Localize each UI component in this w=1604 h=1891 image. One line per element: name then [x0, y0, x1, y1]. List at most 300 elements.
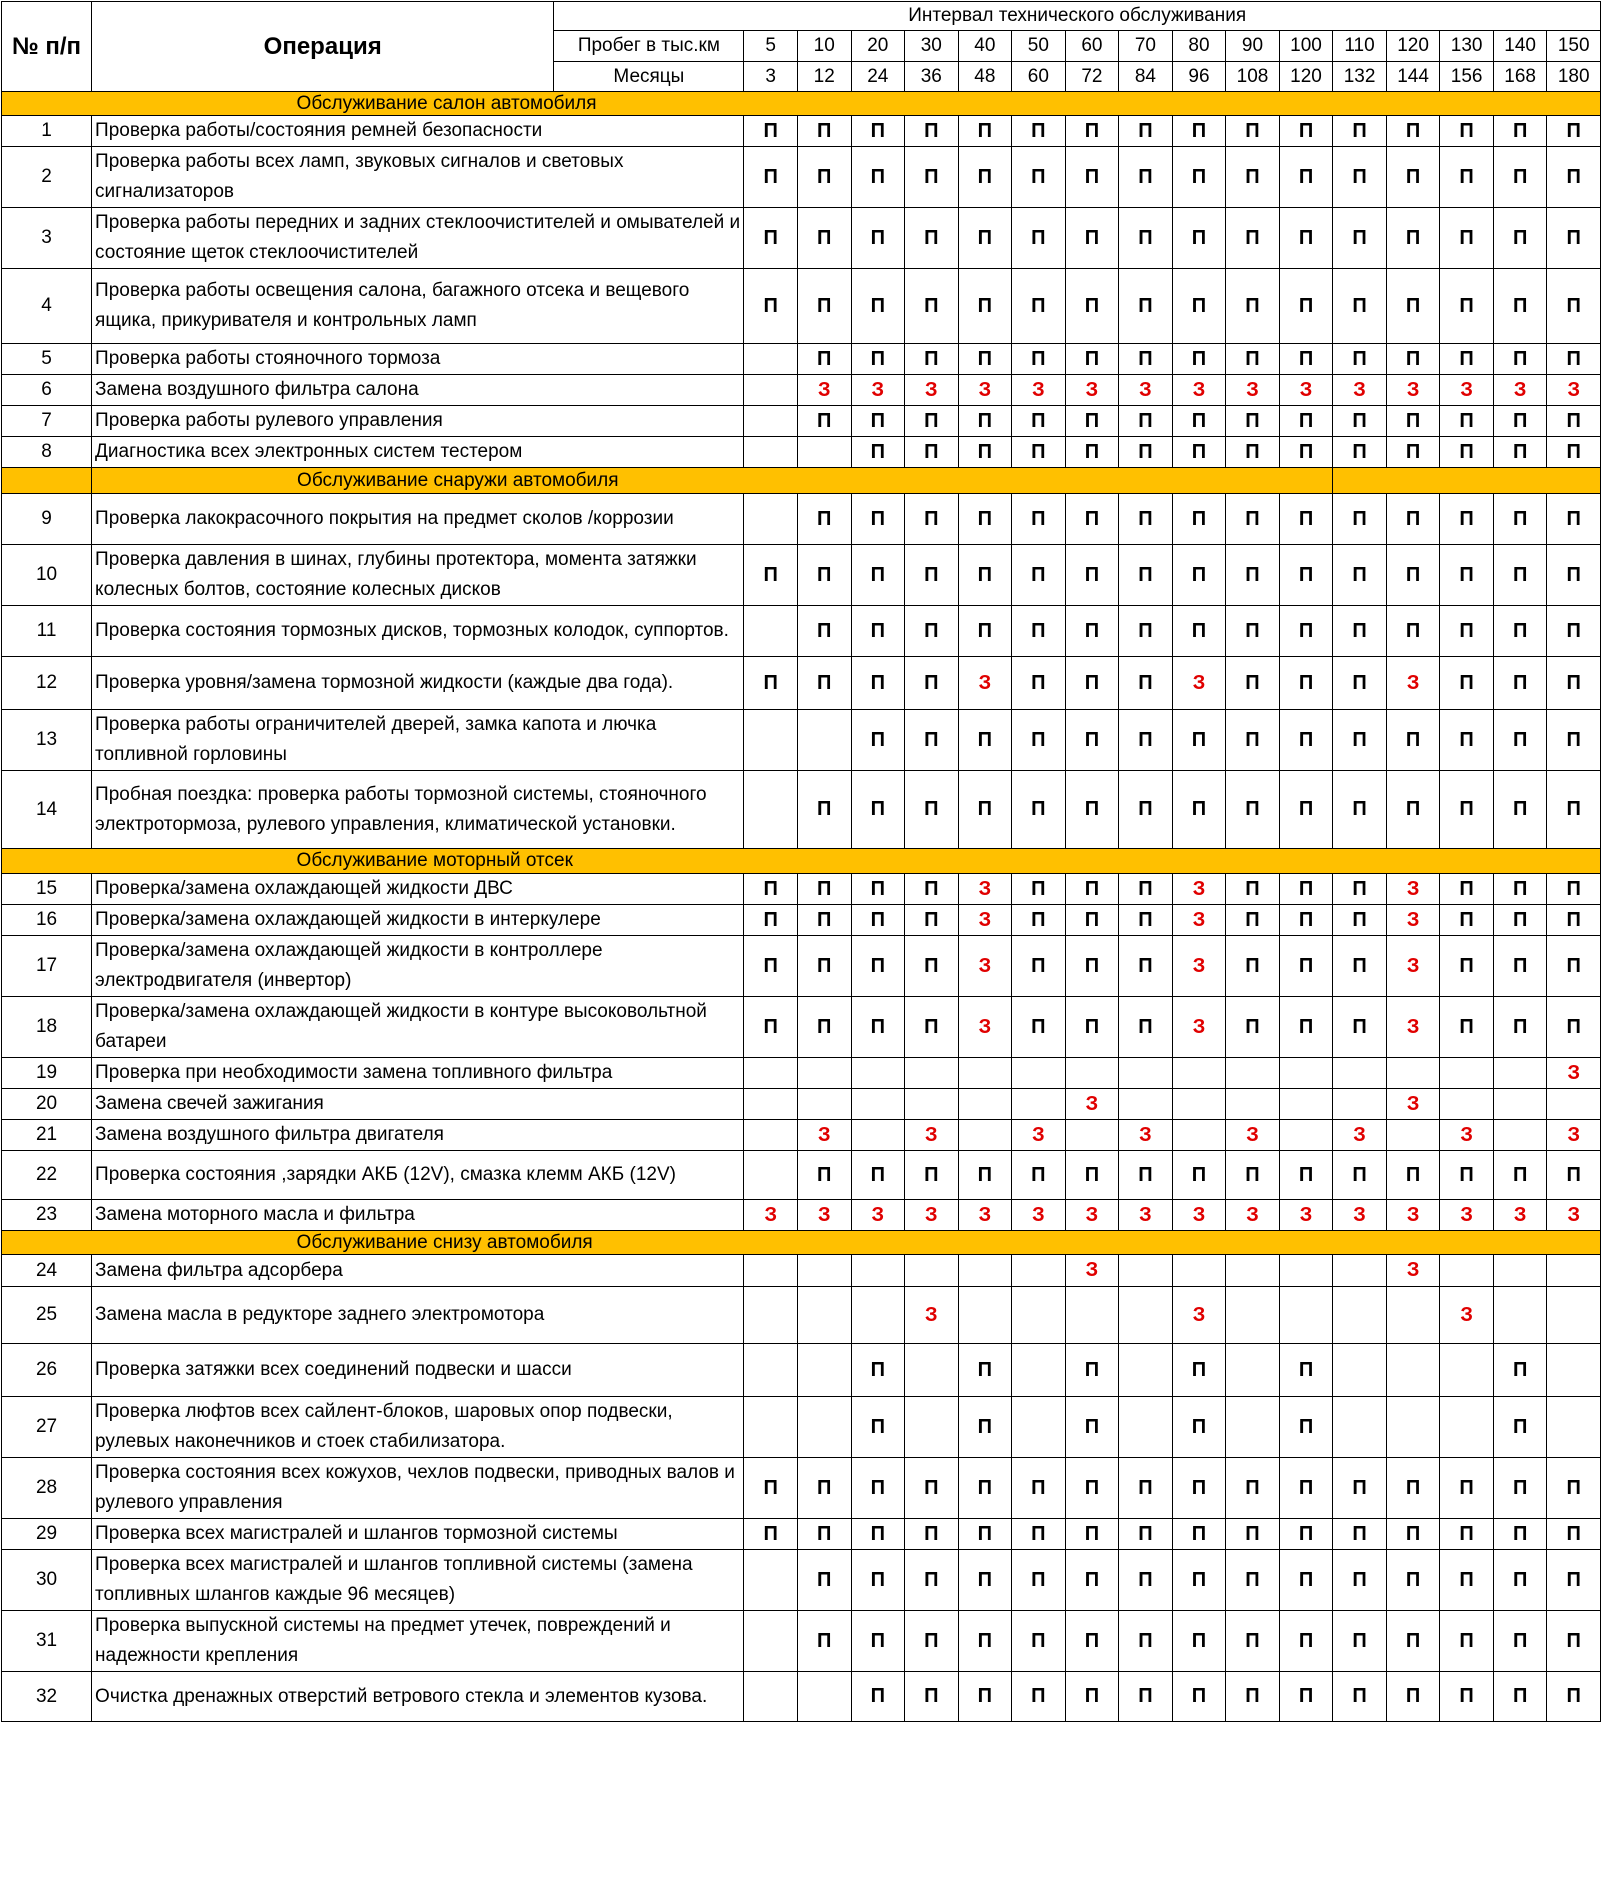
empty-cell: [1386, 1397, 1440, 1458]
check-mark: П: [1279, 657, 1333, 710]
check-mark: П: [1172, 344, 1226, 375]
check-mark: П: [1440, 116, 1494, 147]
empty-cell: [905, 1058, 959, 1089]
check-mark: П: [1493, 710, 1547, 771]
mileage-value: 120: [1386, 31, 1440, 62]
empty-cell: [1493, 1089, 1547, 1120]
operation-text: Проверка работы ограничителей дверей, замка капота и лючка топливной горловины: [92, 710, 744, 771]
row-number: 16: [2, 905, 92, 936]
months-value: 24: [851, 62, 905, 92]
check-mark: П: [1065, 710, 1119, 771]
check-mark: П: [851, 437, 905, 468]
row-number: 21: [2, 1120, 92, 1151]
check-mark: П: [1386, 406, 1440, 437]
check-mark: П: [1065, 874, 1119, 905]
empty-cell: [851, 1089, 905, 1120]
check-mark: П: [1119, 997, 1173, 1058]
replace-mark: З: [1386, 657, 1440, 710]
replace-mark: З: [1172, 997, 1226, 1058]
check-mark: П: [1172, 1611, 1226, 1672]
check-mark: П: [1172, 1151, 1226, 1200]
empty-cell: [1226, 1089, 1280, 1120]
empty-cell: [1493, 1255, 1547, 1287]
empty-cell: [797, 1255, 851, 1287]
months-value: 168: [1493, 62, 1547, 92]
check-mark: П: [797, 269, 851, 344]
check-mark: П: [797, 936, 851, 997]
empty-cell: [1333, 1255, 1387, 1287]
check-mark: П: [905, 905, 959, 936]
row-number: 18: [2, 997, 92, 1058]
check-mark: П: [958, 606, 1012, 657]
check-mark: П: [1386, 1550, 1440, 1611]
check-mark: П: [851, 1611, 905, 1672]
check-mark: П: [1172, 269, 1226, 344]
check-mark: П: [1333, 344, 1387, 375]
operation-text: Проверка выпускной системы на предмет утечек, повреждений и надежности крепления: [92, 1611, 744, 1672]
table-row: [2, 437, 1601, 468]
empty-cell: [1279, 1287, 1333, 1344]
table-row: [2, 1200, 1601, 1231]
check-mark: П: [1493, 1672, 1547, 1722]
months-value: 132: [1333, 62, 1387, 92]
section-spacer: [2, 92, 92, 116]
check-mark: П: [797, 606, 851, 657]
mileage-value: 30: [905, 31, 959, 62]
row-number: 9: [2, 494, 92, 545]
check-mark: П: [1279, 1344, 1333, 1397]
operation-text: Проверка состояния ,зарядки АКБ (12V), смазка клемм АКБ (12V): [92, 1151, 744, 1200]
row-number: 10: [2, 545, 92, 606]
header-num: № п/п: [2, 2, 92, 92]
check-mark: П: [1279, 494, 1333, 545]
table-row: [2, 1287, 1601, 1344]
table-row: [2, 1151, 1601, 1200]
empty-cell: [851, 1287, 905, 1344]
empty-cell: [744, 1058, 798, 1089]
row-number: 2: [2, 147, 92, 208]
replace-mark: З: [1386, 1200, 1440, 1231]
check-mark: П: [1493, 606, 1547, 657]
mileage-value: 60: [1065, 31, 1119, 62]
check-mark: П: [744, 1519, 798, 1550]
operation-text: Проверка уровня/замена тормозной жидкости (каждые два года).: [92, 657, 744, 710]
check-mark: П: [797, 657, 851, 710]
check-mark: П: [797, 116, 851, 147]
check-mark: П: [1386, 116, 1440, 147]
replace-mark: З: [1440, 1200, 1494, 1231]
empty-cell: [851, 1120, 905, 1151]
operation-text: Замена воздушного фильтра двигателя: [92, 1120, 744, 1151]
check-mark: П: [1065, 437, 1119, 468]
mileage-value: 70: [1119, 31, 1173, 62]
operation-text: Проверка при необходимости замена топливного фильтра: [92, 1058, 744, 1089]
check-mark: П: [1012, 1519, 1066, 1550]
check-mark: П: [905, 545, 959, 606]
replace-mark: З: [1493, 1200, 1547, 1231]
replace-mark: З: [1012, 1200, 1066, 1231]
operation-text: Проверка/замена охлаждающей жидкости в контуре высоковольтной батареи: [92, 997, 744, 1058]
months-value: 156: [1440, 62, 1494, 92]
check-mark: П: [1493, 344, 1547, 375]
check-mark: П: [1012, 545, 1066, 606]
check-mark: П: [1279, 936, 1333, 997]
empty-cell: [1333, 1089, 1387, 1120]
check-mark: П: [851, 208, 905, 269]
table-row: [2, 1550, 1601, 1611]
empty-cell: [1493, 1120, 1547, 1151]
check-mark: П: [1440, 606, 1494, 657]
check-mark: П: [1493, 494, 1547, 545]
row-number: 24: [2, 1255, 92, 1287]
check-mark: П: [1065, 545, 1119, 606]
mileage-value: 150: [1547, 31, 1601, 62]
header-months-label: Месяцы: [554, 62, 744, 92]
check-mark: П: [1333, 905, 1387, 936]
check-mark: П: [797, 1611, 851, 1672]
months-value: 108: [1226, 62, 1280, 92]
operation-text: Диагностика всех электронных систем тестером: [92, 437, 744, 468]
row-number: 31: [2, 1611, 92, 1672]
replace-mark: З: [1226, 375, 1280, 406]
check-mark: П: [1012, 1672, 1066, 1722]
check-mark: П: [1493, 269, 1547, 344]
check-mark: П: [1333, 147, 1387, 208]
replace-mark: З: [744, 1200, 798, 1231]
check-mark: П: [1386, 437, 1440, 468]
empty-cell: [797, 1287, 851, 1344]
replace-mark: З: [958, 1200, 1012, 1231]
mileage-value: 140: [1493, 31, 1547, 62]
check-mark: П: [1279, 1672, 1333, 1722]
check-mark: П: [1493, 1611, 1547, 1672]
empty-cell: [958, 1120, 1012, 1151]
check-mark: П: [851, 905, 905, 936]
operation-text: Проверка/замена охлаждающей жидкости в интеркулере: [92, 905, 744, 936]
check-mark: П: [1172, 494, 1226, 545]
check-mark: П: [1119, 936, 1173, 997]
check-mark: П: [905, 771, 959, 849]
check-mark: П: [1333, 1672, 1387, 1722]
check-mark: П: [1065, 208, 1119, 269]
check-mark: П: [1065, 494, 1119, 545]
row-number: 14: [2, 771, 92, 849]
check-mark: П: [1547, 1458, 1601, 1519]
check-mark: П: [851, 1672, 905, 1722]
table-row: [2, 710, 1601, 771]
check-mark: П: [1547, 771, 1601, 849]
check-mark: П: [1119, 874, 1173, 905]
operation-text: Проверка затяжки всех соединений подвески и шасси: [92, 1344, 744, 1397]
operation-text: Пробная поездка: проверка работы тормозной системы, стояночного электротормоза, рулевого управления, климатической установки.: [92, 771, 744, 849]
replace-mark: З: [1279, 1200, 1333, 1231]
replace-mark: З: [1012, 375, 1066, 406]
mileage-value: 5: [744, 31, 798, 62]
check-mark: П: [1119, 710, 1173, 771]
check-mark: П: [1226, 1611, 1280, 1672]
check-mark: П: [744, 905, 798, 936]
check-mark: П: [1493, 147, 1547, 208]
operation-text: Проверка работы стояночного тормоза: [92, 344, 744, 375]
empty-cell: [1440, 1344, 1494, 1397]
empty-cell: [1172, 1120, 1226, 1151]
check-mark: П: [1172, 1458, 1226, 1519]
operation-text: Замена фильтра адсорбера: [92, 1255, 744, 1287]
check-mark: П: [744, 657, 798, 710]
check-mark: П: [1119, 116, 1173, 147]
check-mark: П: [1226, 406, 1280, 437]
check-mark: П: [1065, 147, 1119, 208]
check-mark: П: [1547, 606, 1601, 657]
replace-mark: З: [1386, 936, 1440, 997]
check-mark: П: [744, 116, 798, 147]
check-mark: П: [851, 116, 905, 147]
empty-cell: [1547, 1255, 1601, 1287]
empty-cell: [1012, 1397, 1066, 1458]
operation-text: Очистка дренажных отверстий ветрового стекла и элементов кузова.: [92, 1672, 744, 1722]
table-row: [2, 1058, 1601, 1089]
replace-mark: З: [1065, 1255, 1119, 1287]
empty-cell: [1119, 1287, 1173, 1344]
check-mark: П: [797, 771, 851, 849]
table-row: [2, 1255, 1601, 1287]
empty-cell: [744, 494, 798, 545]
empty-cell: [1547, 1344, 1601, 1397]
check-mark: П: [1547, 494, 1601, 545]
empty-cell: [797, 437, 851, 468]
check-mark: П: [1119, 1550, 1173, 1611]
empty-cell: [1333, 1058, 1387, 1089]
check-mark: П: [1333, 406, 1387, 437]
row-number: 19: [2, 1058, 92, 1089]
operation-text: Проверка лакокрасочного покрытия на предмет сколов /коррозии: [92, 494, 744, 545]
check-mark: П: [1065, 1519, 1119, 1550]
months-value: 180: [1547, 62, 1601, 92]
check-mark: П: [1065, 344, 1119, 375]
table-row: [2, 1519, 1601, 1550]
check-mark: П: [958, 1519, 1012, 1550]
empty-cell: [797, 1672, 851, 1722]
check-mark: П: [1279, 116, 1333, 147]
table-row: [2, 657, 1601, 710]
check-mark: П: [1279, 771, 1333, 849]
row-number: 8: [2, 437, 92, 468]
check-mark: П: [1065, 997, 1119, 1058]
check-mark: П: [905, 406, 959, 437]
check-mark: П: [1065, 606, 1119, 657]
check-mark: П: [1279, 874, 1333, 905]
section-header: [2, 92, 1601, 116]
check-mark: П: [905, 710, 959, 771]
empty-cell: [744, 1089, 798, 1120]
check-mark: П: [905, 1550, 959, 1611]
section-spacer: [2, 849, 92, 874]
replace-mark: З: [1547, 375, 1601, 406]
check-mark: П: [1012, 771, 1066, 849]
empty-cell: [1440, 1255, 1494, 1287]
check-mark: П: [1226, 936, 1280, 997]
check-mark: П: [1279, 147, 1333, 208]
months-value: 48: [958, 62, 1012, 92]
row-number: 3: [2, 208, 92, 269]
check-mark: П: [1333, 1458, 1387, 1519]
replace-mark: З: [1172, 1287, 1226, 1344]
table-row: [2, 1397, 1601, 1458]
check-mark: П: [1493, 1458, 1547, 1519]
check-mark: П: [905, 437, 959, 468]
replace-mark: З: [1386, 1255, 1440, 1287]
empty-cell: [744, 1255, 798, 1287]
months-value: 12: [797, 62, 851, 92]
operation-text: Замена моторного масла и фильтра: [92, 1200, 744, 1231]
check-mark: П: [958, 545, 1012, 606]
check-mark: П: [1012, 437, 1066, 468]
replace-mark: З: [1547, 1200, 1601, 1231]
check-mark: П: [851, 545, 905, 606]
check-mark: П: [1172, 1550, 1226, 1611]
empty-cell: [744, 1344, 798, 1397]
empty-cell: [744, 1397, 798, 1458]
empty-cell: [1119, 1344, 1173, 1397]
check-mark: П: [1119, 771, 1173, 849]
check-mark: П: [1386, 771, 1440, 849]
check-mark: П: [744, 269, 798, 344]
check-mark: П: [1226, 905, 1280, 936]
section-title: Обслуживание моторный отсек: [92, 849, 1601, 874]
check-mark: П: [1547, 936, 1601, 997]
row-number: 5: [2, 344, 92, 375]
check-mark: П: [1493, 1397, 1547, 1458]
replace-mark: З: [958, 874, 1012, 905]
replace-mark: З: [905, 1120, 959, 1151]
check-mark: П: [1386, 1151, 1440, 1200]
empty-cell: [1065, 1058, 1119, 1089]
check-mark: П: [1226, 1550, 1280, 1611]
months-value: 60: [1012, 62, 1066, 92]
operation-text: Проверка давления в шинах, глубины протектора, момента затяжки колесных болтов, состояние колесных дисков: [92, 545, 744, 606]
check-mark: П: [1440, 657, 1494, 710]
check-mark: П: [1547, 406, 1601, 437]
check-mark: П: [1226, 874, 1280, 905]
check-mark: П: [958, 344, 1012, 375]
row-number: 12: [2, 657, 92, 710]
check-mark: П: [1493, 1344, 1547, 1397]
check-mark: П: [1012, 874, 1066, 905]
header-interval: Интервал технического обслуживания: [554, 2, 1601, 31]
check-mark: П: [1547, 437, 1601, 468]
check-mark: П: [797, 406, 851, 437]
check-mark: П: [958, 1458, 1012, 1519]
check-mark: П: [851, 657, 905, 710]
check-mark: П: [744, 147, 798, 208]
mileage-value: 130: [1440, 31, 1494, 62]
replace-mark: З: [1172, 905, 1226, 936]
check-mark: П: [1226, 710, 1280, 771]
check-mark: П: [1440, 344, 1494, 375]
row-number: 7: [2, 406, 92, 437]
empty-cell: [797, 1089, 851, 1120]
check-mark: П: [1386, 1611, 1440, 1672]
check-mark: П: [1065, 1550, 1119, 1611]
empty-cell: [1226, 1344, 1280, 1397]
check-mark: П: [744, 997, 798, 1058]
empty-cell: [744, 1672, 798, 1722]
check-mark: П: [1333, 1550, 1387, 1611]
check-mark: П: [1386, 545, 1440, 606]
check-mark: П: [1065, 905, 1119, 936]
replace-mark: З: [1172, 936, 1226, 997]
check-mark: П: [1493, 437, 1547, 468]
empty-cell: [1386, 1120, 1440, 1151]
empty-cell: [1333, 1344, 1387, 1397]
replace-mark: З: [1386, 874, 1440, 905]
check-mark: П: [1386, 269, 1440, 344]
empty-cell: [905, 1397, 959, 1458]
check-mark: П: [1119, 437, 1173, 468]
row-number: 4: [2, 269, 92, 344]
check-mark: П: [1333, 1611, 1387, 1672]
check-mark: П: [1547, 147, 1601, 208]
empty-cell: [1279, 1058, 1333, 1089]
replace-mark: З: [905, 1287, 959, 1344]
check-mark: П: [1440, 269, 1494, 344]
check-mark: П: [1226, 771, 1280, 849]
operation-text: Проверка работы всех ламп, звуковых сигналов и световых сигнализаторов: [92, 147, 744, 208]
empty-cell: [1440, 1058, 1494, 1089]
check-mark: П: [905, 1672, 959, 1722]
check-mark: П: [1547, 997, 1601, 1058]
check-mark: П: [1012, 997, 1066, 1058]
check-mark: П: [1279, 710, 1333, 771]
replace-mark: З: [1012, 1120, 1066, 1151]
empty-cell: [744, 406, 798, 437]
replace-mark: З: [1172, 1200, 1226, 1231]
check-mark: П: [1065, 1458, 1119, 1519]
check-mark: П: [1226, 208, 1280, 269]
check-mark: П: [851, 269, 905, 344]
check-mark: П: [1065, 657, 1119, 710]
table-row: [2, 1344, 1601, 1397]
empty-cell: [958, 1089, 1012, 1120]
check-mark: П: [1547, 1611, 1601, 1672]
check-mark: П: [1493, 657, 1547, 710]
header-operation: Операция: [92, 2, 554, 92]
check-mark: П: [1012, 1611, 1066, 1672]
check-mark: П: [905, 997, 959, 1058]
check-mark: П: [1172, 771, 1226, 849]
check-mark: П: [851, 771, 905, 849]
check-mark: П: [1012, 406, 1066, 437]
check-mark: П: [1333, 208, 1387, 269]
check-mark: П: [851, 344, 905, 375]
check-mark: П: [1226, 1519, 1280, 1550]
check-mark: П: [1226, 1672, 1280, 1722]
empty-cell: [1226, 1255, 1280, 1287]
check-mark: П: [905, 147, 959, 208]
row-number: 15: [2, 874, 92, 905]
check-mark: П: [1333, 997, 1387, 1058]
check-mark: П: [744, 208, 798, 269]
months-value: 120: [1279, 62, 1333, 92]
row-number: 32: [2, 1672, 92, 1722]
check-mark: П: [1440, 1611, 1494, 1672]
row-number: 27: [2, 1397, 92, 1458]
check-mark: П: [958, 1550, 1012, 1611]
empty-cell: [1547, 1287, 1601, 1344]
check-mark: П: [1226, 269, 1280, 344]
check-mark: П: [797, 997, 851, 1058]
operation-text: Замена масла в редукторе заднего электромотора: [92, 1287, 744, 1344]
